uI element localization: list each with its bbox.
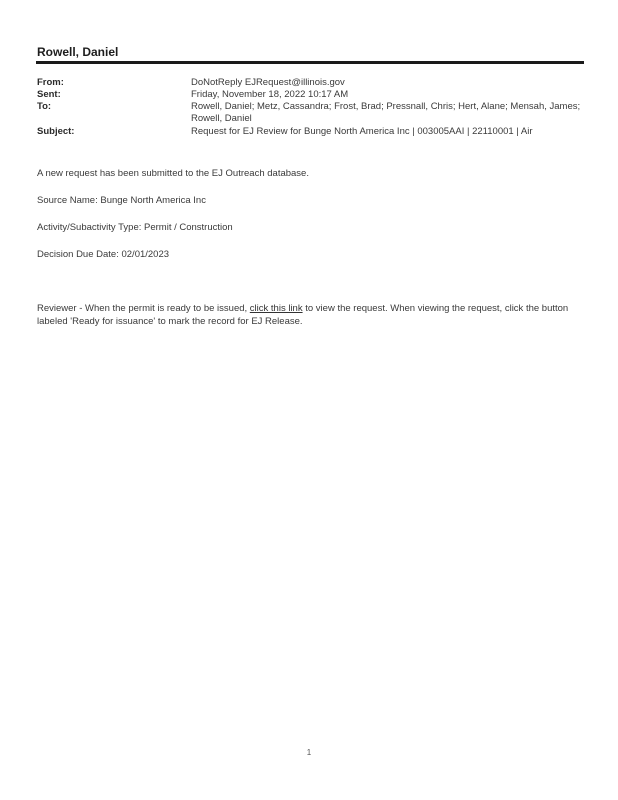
- subject-value: Request for EJ Review for Bunge North America Inc | 003005AAI | 22110001 | Air: [191, 126, 533, 137]
- to-label: To:: [37, 101, 52, 112]
- reviewer-text-end: to view the request. When viewing the request, click the button labeled 'Ready for issuance' to mark the record for EJ Release.: [37, 303, 569, 327]
- source-name-text: Source Name: Bunge North America Inc: [37, 195, 206, 206]
- to-value-line2: Rowell, Daniel: [191, 113, 252, 124]
- sent-value: Friday, November 18, 2022 10:17 AM: [191, 89, 349, 100]
- mailbox-owner-name: Rowell, Daniel: [37, 45, 119, 59]
- page-number: 1: [306, 748, 312, 757]
- sent-label: Sent:: [37, 89, 61, 100]
- decision-due-text: Decision Due Date: 02/01/2023: [37, 249, 170, 260]
- from-value: DoNotReply EJRequest@illinois.gov: [191, 77, 345, 88]
- to-value-line1: Rowell, Daniel; Metz, Cassandra; Frost, Brad; Pressnall, Chris; Hert, Alane; Mensah, James;: [191, 101, 581, 112]
- subject-label: Subject:: [37, 126, 75, 137]
- intro-text: A new request has been submitted to the EJ Outreach database.: [37, 168, 309, 179]
- reviewer-text-start: Reviewer - When the permit is ready to be issued,: [37, 303, 250, 314]
- header-divider: [36, 61, 584, 64]
- from-label: From:: [37, 77, 64, 88]
- activity-type-text: Activity/Subactivity Type: Permit / Construction: [37, 222, 233, 233]
- request-link[interactable]: click this link: [249, 303, 303, 314]
- reviewer-instructions: [37, 303, 582, 328]
